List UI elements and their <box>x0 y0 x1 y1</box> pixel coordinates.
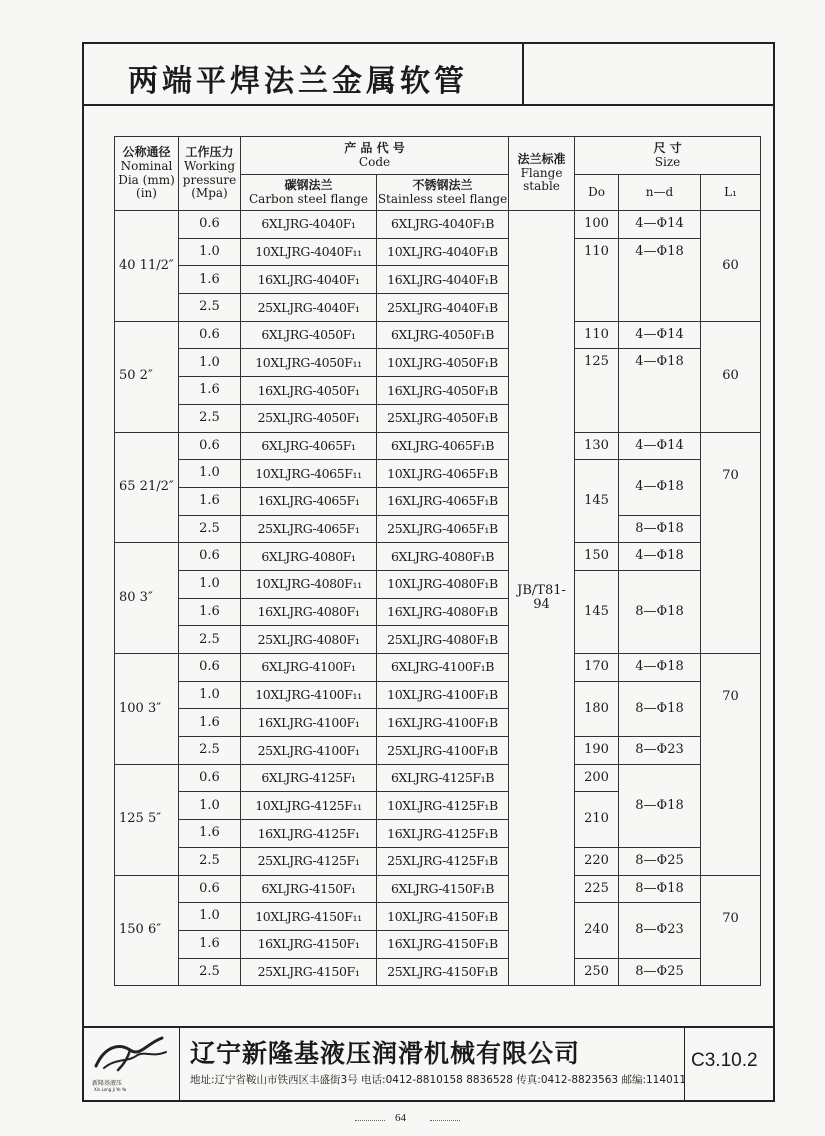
table-row <box>115 875 761 903</box>
table-row <box>115 460 761 488</box>
l1-cell: 70 <box>701 654 761 876</box>
carbon-code-cell: 16XLJRG-4050F₁ <box>241 377 377 405</box>
do-cell: 170 <box>575 654 619 682</box>
header-working-pressure: 工作压力 Working pressure (Mpa) <box>179 137 241 211</box>
pressure-cell: 2.5 <box>179 958 241 986</box>
logo-text: 新隆基液压 <box>92 1080 123 1087</box>
carbon-code-cell: 10XLJRG-4080F₁₁ <box>241 570 377 598</box>
page-number: 64 <box>395 1112 406 1124</box>
carbon-code-cell: 10XLJRG-4065F₁₁ <box>241 460 377 488</box>
nd-cell: 8—Φ18 <box>619 875 701 903</box>
do-cell: 250 <box>575 958 619 986</box>
header-l1: L₁ <box>701 175 761 211</box>
stainless-code-cell: 6XLJRG-4080F₁B <box>377 543 509 571</box>
stainless-code-cell: 10XLJRG-4150F₁B <box>377 903 509 931</box>
stainless-code-cell: 6XLJRG-4150F₁B <box>377 875 509 903</box>
nominal-dia-cell: 125 5″ <box>115 764 179 875</box>
carbon-code-cell: 6XLJRG-4150F₁ <box>241 875 377 903</box>
carbon-code-cell: 25XLJRG-4040F₁ <box>241 294 377 322</box>
header-stainless-flange: 不锈钢法兰 Stainless steel flange <box>377 175 509 211</box>
title-bar <box>84 44 773 106</box>
pressure-cell: 0.6 <box>179 432 241 460</box>
header-nd: n—d <box>619 175 701 211</box>
company-address: 地址:辽宁省鞍山市铁西区丰盛街3号 电话:0412-8810158 8836528 传真:0412-8823563 邮编:114011 <box>190 1074 687 1086</box>
carbon-code-cell: 16XLJRG-4150F₁ <box>241 930 377 958</box>
do-cell: 190 <box>575 737 619 765</box>
pressure-cell: 1.6 <box>179 930 241 958</box>
do-cell: 180 <box>575 681 619 736</box>
header-code: 产 品 代 号 Code <box>241 137 509 175</box>
nd-cell: 8—Φ18 <box>619 681 701 736</box>
pressure-cell: 1.6 <box>179 377 241 405</box>
carbon-code-cell: 10XLJRG-4050F₁₁ <box>241 349 377 377</box>
table-row <box>115 570 761 598</box>
pressure-cell: 1.0 <box>179 903 241 931</box>
pressure-cell: 1.0 <box>179 681 241 709</box>
nd-cell: 8—Φ18 <box>619 570 701 653</box>
logo-icon <box>84 1028 178 1078</box>
pressure-cell: 0.6 <box>179 211 241 239</box>
pressure-cell: 0.6 <box>179 321 241 349</box>
table-row <box>115 432 761 460</box>
table-row <box>115 737 761 765</box>
company-name: 辽宁新隆基液压润滑机械有限公司 <box>190 1039 581 1068</box>
flange-standard-cell: JB/T81-94 <box>509 211 575 986</box>
stainless-code-cell: 25XLJRG-4125F₁B <box>377 847 509 875</box>
carbon-code-cell: 10XLJRG-4150F₁₁ <box>241 903 377 931</box>
nd-cell: 8—Φ23 <box>619 737 701 765</box>
carbon-code-cell: 10XLJRG-4100F₁₁ <box>241 681 377 709</box>
table-row <box>115 515 761 543</box>
pressure-cell: 0.6 <box>179 764 241 792</box>
pressure-cell: 1.6 <box>179 266 241 294</box>
stainless-code-cell: 25XLJRG-4100F₁B <box>377 737 509 765</box>
header-do: Do <box>575 175 619 211</box>
table-row <box>115 349 761 377</box>
nd-cell: 4—Φ18 <box>619 238 701 321</box>
stainless-code-cell: 6XLJRG-4050F₁B <box>377 321 509 349</box>
carbon-code-cell: 10XLJRG-4125F₁₁ <box>241 792 377 820</box>
stainless-code-cell: 6XLJRG-4065F₁B <box>377 432 509 460</box>
table-row <box>115 543 761 571</box>
do-cell: 200 <box>575 764 619 792</box>
pressure-cell: 0.6 <box>179 543 241 571</box>
stainless-code-cell: 16XLJRG-4125F₁B <box>377 820 509 848</box>
page-title: 两端平焊法兰金属软管 <box>128 64 468 99</box>
nd-cell: 8—Φ18 <box>619 515 701 543</box>
pressure-cell: 1.0 <box>179 792 241 820</box>
do-cell: 240 <box>575 903 619 958</box>
nominal-dia-cell: 80 3″ <box>115 543 179 654</box>
stainless-code-cell: 16XLJRG-4150F₁B <box>377 930 509 958</box>
pressure-cell: 1.6 <box>179 487 241 515</box>
pressure-cell: 1.0 <box>179 349 241 377</box>
carbon-code-cell: 25XLJRG-4150F₁ <box>241 958 377 986</box>
carbon-code-cell: 6XLJRG-4065F₁ <box>241 432 377 460</box>
spec-table <box>114 136 761 986</box>
stainless-code-cell: 16XLJRG-4080F₁B <box>377 598 509 626</box>
stainless-code-cell: 10XLJRG-4100F₁B <box>377 681 509 709</box>
pressure-cell: 1.0 <box>179 460 241 488</box>
pressure-cell: 2.5 <box>179 515 241 543</box>
l1-cell: 70 <box>701 875 761 986</box>
nd-cell: 4—Φ18 <box>619 460 701 515</box>
carbon-code-cell: 16XLJRG-4080F₁ <box>241 598 377 626</box>
header-nominal-dia: 公称通径 Nominal Dia (mm)(in) <box>115 137 179 211</box>
carbon-code-cell: 6XLJRG-4040F₁ <box>241 211 377 239</box>
stainless-code-cell: 25XLJRG-4040F₁B <box>377 294 509 322</box>
document-code: C3.10.2 <box>691 1050 758 1071</box>
do-cell: 130 <box>575 432 619 460</box>
carbon-code-cell: 16XLJRG-4125F₁ <box>241 820 377 848</box>
stainless-code-cell: 16XLJRG-4040F₁B <box>377 266 509 294</box>
pressure-cell: 1.6 <box>179 598 241 626</box>
pressure-cell: 1.6 <box>179 820 241 848</box>
carbon-code-cell: 10XLJRG-4040F₁₁ <box>241 238 377 266</box>
pressure-cell: 1.0 <box>179 570 241 598</box>
carbon-code-cell: 6XLJRG-4125F₁ <box>241 764 377 792</box>
nominal-dia-cell: 50 2″ <box>115 321 179 432</box>
spec-table-body <box>115 211 761 986</box>
company-logo <box>84 1028 180 1100</box>
stainless-code-cell: 10XLJRG-4050F₁B <box>377 349 509 377</box>
table-row <box>115 958 761 986</box>
stainless-code-cell: 6XLJRG-4040F₁B <box>377 211 509 239</box>
stainless-code-cell: 25XLJRG-4150F₁B <box>377 958 509 986</box>
do-cell: 145 <box>575 570 619 653</box>
stainless-code-cell: 16XLJRG-4065F₁B <box>377 487 509 515</box>
stainless-code-cell: 10XLJRG-4065F₁B <box>377 460 509 488</box>
stainless-code-cell: 6XLJRG-4125F₁B <box>377 764 509 792</box>
do-cell: 110 <box>575 238 619 321</box>
table-row <box>115 654 761 682</box>
do-cell: 125 <box>575 349 619 432</box>
nominal-dia-cell: 100 3″ <box>115 654 179 765</box>
nd-cell: 8—Φ25 <box>619 847 701 875</box>
stainless-code-cell: 16XLJRG-4100F₁B <box>377 709 509 737</box>
footer <box>84 1026 773 1100</box>
carbon-code-cell: 25XLJRG-4100F₁ <box>241 737 377 765</box>
nd-cell: 4—Φ18 <box>619 349 701 432</box>
nominal-dia-cell: 150 6″ <box>115 875 179 986</box>
header-size: 尺 寸 Size <box>575 137 761 175</box>
stainless-code-cell: 10XLJRG-4040F₁B <box>377 238 509 266</box>
carbon-code-cell: 25XLJRG-4080F₁ <box>241 626 377 654</box>
pressure-cell: 2.5 <box>179 847 241 875</box>
nd-cell: 8—Φ18 <box>619 764 701 847</box>
do-cell: 210 <box>575 792 619 847</box>
stainless-code-cell: 25XLJRG-4080F₁B <box>377 626 509 654</box>
pressure-cell: 1.6 <box>179 709 241 737</box>
header-flange-standard: 法兰标准 Flange stable <box>509 137 575 211</box>
nd-cell: 4—Φ14 <box>619 432 701 460</box>
carbon-code-cell: 25XLJRG-4065F₁ <box>241 515 377 543</box>
table-row <box>115 211 761 239</box>
do-cell: 220 <box>575 847 619 875</box>
nominal-dia-cell: 40 11/2″ <box>115 211 179 322</box>
table-row <box>115 903 761 931</box>
do-cell: 110 <box>575 321 619 349</box>
nd-cell: 4—Φ18 <box>619 654 701 682</box>
table-row <box>115 681 761 709</box>
nd-cell: 4—Φ18 <box>619 543 701 571</box>
table-row <box>115 764 761 792</box>
l1-cell: 60 <box>701 321 761 432</box>
do-cell: 225 <box>575 875 619 903</box>
nd-cell: 8—Φ25 <box>619 958 701 986</box>
title-divider <box>522 44 524 104</box>
header-carbon-flange: 碳钢法兰 Carbon steel flange <box>241 175 377 211</box>
carbon-code-cell: 16XLJRG-4100F₁ <box>241 709 377 737</box>
page-frame <box>82 42 775 1102</box>
stainless-code-cell: 10XLJRG-4080F₁B <box>377 570 509 598</box>
pressure-cell: 0.6 <box>179 654 241 682</box>
pressure-cell: 2.5 <box>179 294 241 322</box>
stainless-code-cell: 25XLJRG-4065F₁B <box>377 515 509 543</box>
stainless-code-cell: 16XLJRG-4050F₁B <box>377 377 509 405</box>
pressure-cell: 2.5 <box>179 737 241 765</box>
pressure-cell: 1.0 <box>179 238 241 266</box>
l1-cell: 60 <box>701 211 761 322</box>
page-number-dots-right <box>430 1120 460 1121</box>
document-code-box <box>684 1028 773 1100</box>
nd-cell: 8—Φ23 <box>619 903 701 958</box>
carbon-code-cell: 25XLJRG-4050F₁ <box>241 404 377 432</box>
nominal-dia-cell: 65 21/2″ <box>115 432 179 543</box>
page-number-dots-left <box>355 1120 385 1121</box>
do-cell: 145 <box>575 460 619 543</box>
stainless-code-cell: 25XLJRG-4050F₁B <box>377 404 509 432</box>
l1-cell: 70 <box>701 432 761 654</box>
table-row <box>115 238 761 266</box>
table-row <box>115 321 761 349</box>
spec-table-wrapper <box>114 136 760 986</box>
carbon-code-cell: 6XLJRG-4080F₁ <box>241 543 377 571</box>
table-row <box>115 847 761 875</box>
nd-cell: 4—Φ14 <box>619 211 701 239</box>
pressure-cell: 2.5 <box>179 626 241 654</box>
do-cell: 100 <box>575 211 619 239</box>
carbon-code-cell: 16XLJRG-4065F₁ <box>241 487 377 515</box>
pressure-cell: 0.6 <box>179 875 241 903</box>
carbon-code-cell: 25XLJRG-4125F₁ <box>241 847 377 875</box>
pressure-cell: 2.5 <box>179 404 241 432</box>
carbon-code-cell: 6XLJRG-4050F₁ <box>241 321 377 349</box>
logo-subtext: Xin Long Ji Ye Ya <box>94 1087 127 1092</box>
carbon-code-cell: 16XLJRG-4040F₁ <box>241 266 377 294</box>
do-cell: 150 <box>575 543 619 571</box>
carbon-code-cell: 6XLJRG-4100F₁ <box>241 654 377 682</box>
stainless-code-cell: 10XLJRG-4125F₁B <box>377 792 509 820</box>
nd-cell: 4—Φ14 <box>619 321 701 349</box>
stainless-code-cell: 6XLJRG-4100F₁B <box>377 654 509 682</box>
